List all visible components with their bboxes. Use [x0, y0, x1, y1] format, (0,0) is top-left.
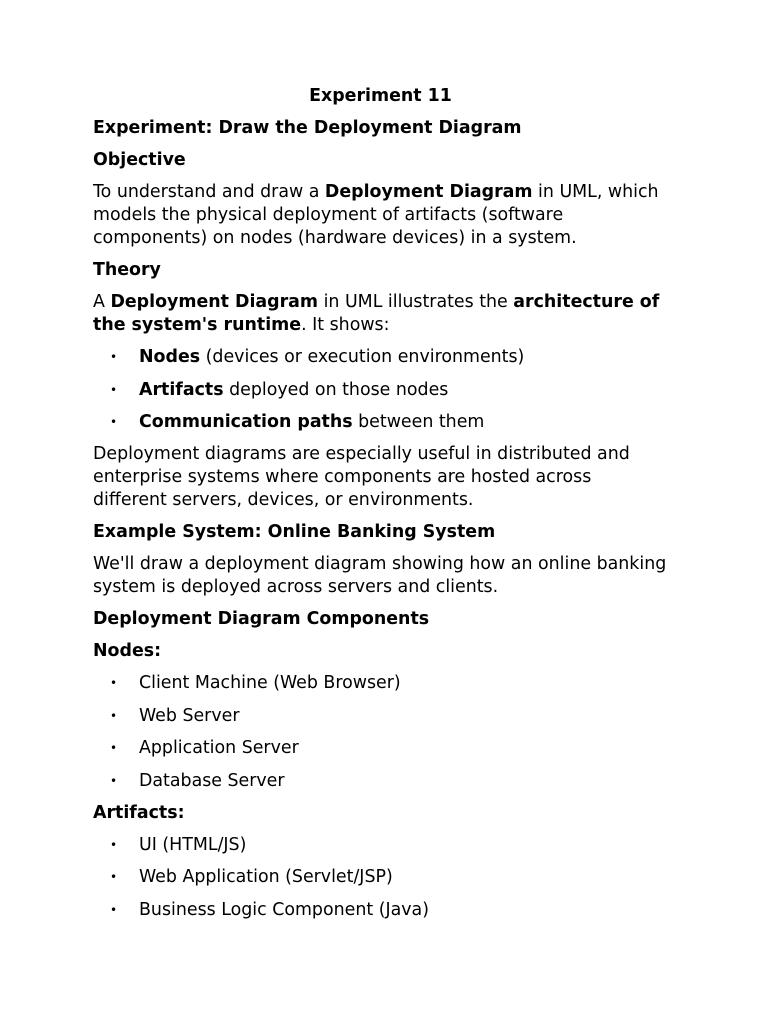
bullet-icon: •	[110, 741, 118, 755]
bullet-icon: •	[110, 837, 118, 852]
bullet-icon: •	[110, 415, 118, 429]
theory-text-3: . It shows:	[301, 315, 390, 335]
bullet-icon: •	[110, 902, 118, 917]
objective-text-2: in UML, which models the physical deployment of artifacts (software components) on nodes (hardware devices) in a system.	[93, 182, 659, 248]
objective-text-1: To understand and draw a	[93, 182, 325, 202]
list-item-text: Web Server	[139, 705, 240, 726]
theory-text-2: in UML illustrates the	[318, 292, 514, 312]
artifacts-heading: Artifacts:	[93, 802, 185, 823]
list-item-bold: Artifacts	[139, 379, 224, 400]
list-item	[93, 379, 668, 402]
bullet-icon: •	[110, 708, 118, 723]
theory-bold-1: Deployment Diagram	[110, 292, 319, 312]
list-item	[93, 737, 668, 760]
list-item-text: Client Machine (Web Browser)	[139, 673, 401, 693]
document-content	[93, 85, 668, 931]
theory-bullet-list	[93, 346, 668, 434]
theory-paragraph	[93, 291, 668, 337]
theory-closing-paragraph: Deployment diagrams are especially useful in distributed and enterprise systems where components are hosted across different servers, devices, or environments.	[93, 444, 630, 510]
example-heading: Example System: Online Banking System	[93, 522, 496, 542]
list-item-text: (devices or execution environments)	[200, 347, 525, 367]
list-item	[93, 834, 668, 857]
list-item-text: Application Server	[139, 738, 299, 758]
list-item-text: Web Application (Servlet/JSP)	[139, 867, 393, 887]
list-item-text: Database Server	[139, 770, 285, 791]
page-title: Experiment 11	[309, 86, 452, 106]
bullet-icon: •	[110, 676, 118, 690]
list-item-text: UI (HTML/JS)	[139, 834, 247, 855]
list-item	[93, 705, 668, 728]
list-item	[93, 346, 668, 369]
list-item-text: deployed on those nodes	[223, 379, 449, 400]
list-item	[93, 866, 668, 889]
list-item-text: between them	[352, 412, 485, 432]
bullet-icon: •	[110, 870, 118, 884]
theory-heading: Theory	[93, 260, 161, 280]
example-paragraph: We'll draw a deployment diagram showing how an online banking system is deployed across servers and clients.	[93, 554, 667, 597]
bullet-icon: •	[110, 382, 118, 397]
bullet-icon: •	[110, 350, 118, 364]
list-item-text: Business Logic Component (Java)	[139, 899, 429, 920]
list-item	[93, 899, 668, 922]
list-item-bold: Nodes	[139, 347, 201, 367]
objective-heading: Objective	[93, 150, 186, 170]
nodes-heading: Nodes:	[93, 641, 162, 661]
list-item-bold: Communication paths	[139, 412, 353, 432]
components-heading: Deployment Diagram Components	[93, 609, 430, 629]
bullet-icon: •	[110, 773, 118, 788]
objective-bold-1: Deployment Diagram	[324, 182, 533, 202]
objective-paragraph	[93, 181, 668, 250]
theory-text-1: A	[93, 292, 111, 312]
theory-bold-2: architecture of the system's runtime	[93, 292, 660, 335]
experiment-heading: Experiment: Draw the Deployment Diagram	[93, 118, 522, 138]
list-item	[93, 672, 668, 695]
nodes-list	[93, 672, 668, 793]
list-item	[93, 770, 668, 793]
list-item	[93, 411, 668, 434]
artifacts-list	[93, 834, 668, 922]
